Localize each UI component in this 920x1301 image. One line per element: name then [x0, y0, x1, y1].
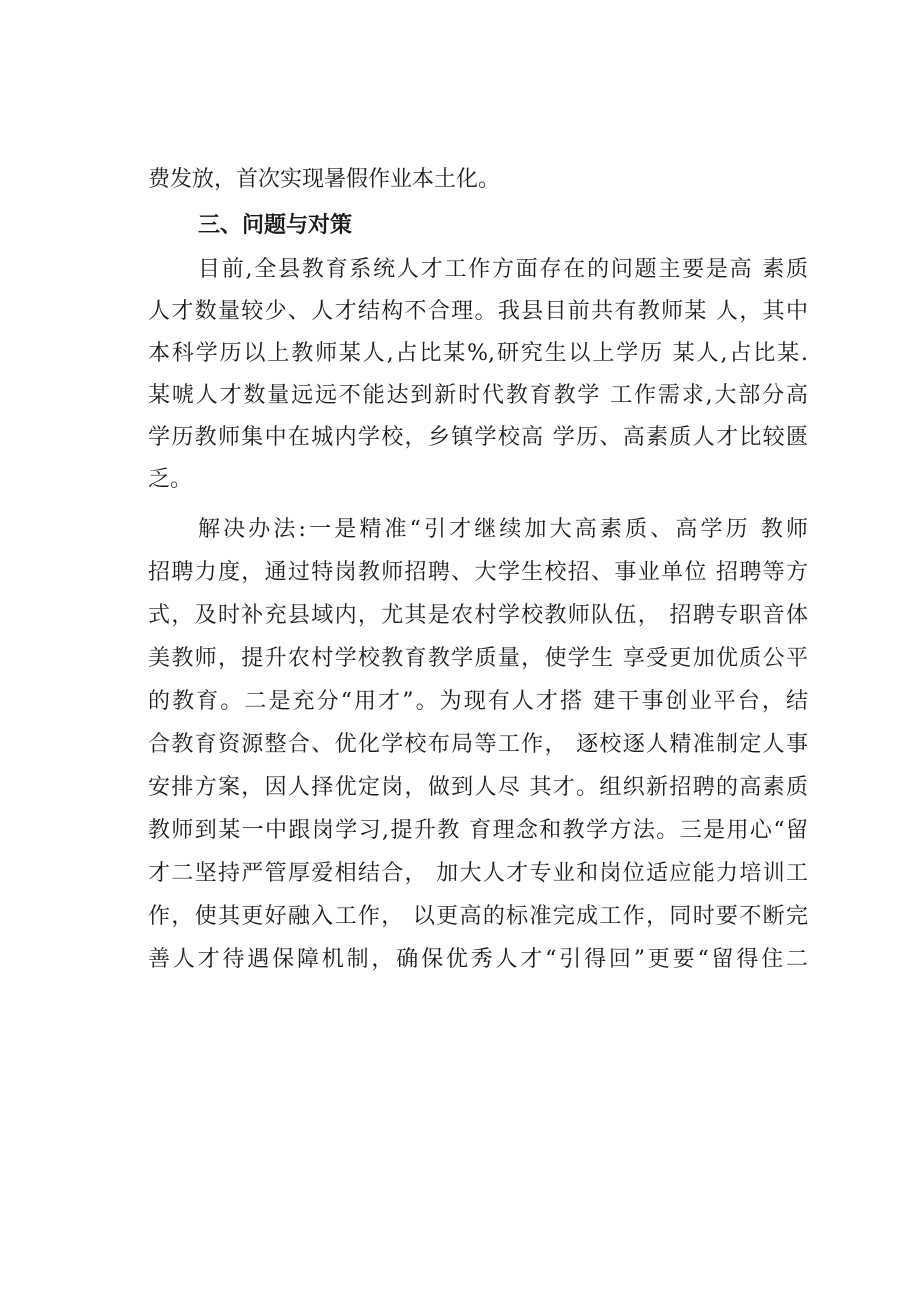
paragraph-line: 美教师，提升农村学校教育教学质量，使学生 享受更加优质公平	[148, 646, 808, 671]
paragraph-line: 作，使其更好融入工作， 以更高的标准完成工作，同时要不断完	[148, 904, 808, 929]
paragraph-line: 合教育资源整合、优化学校布局等工作， 逐校逐人精准制定人事	[148, 732, 808, 757]
paragraph-line: 某唬人才数量远远不能达到新时代教育教学 工作需求,大部分高	[148, 383, 808, 408]
paragraph-line: 的教育。二是充分“用才”。为现有人才搭 建干事创业平台，结	[148, 689, 808, 714]
paragraph-line: 本科学历以上教师某人,占比某%,研究生以上学历 某人,占比某.	[148, 341, 808, 366]
paragraph-line: 解决办法:一是精准“引才继续加大高素质、高学历 教师	[198, 517, 808, 542]
paragraph-line: 学历教师集中在城内学校，乡镇学校高 学历、高素质人才比较匮	[148, 425, 808, 450]
paragraph-line: 招聘力度，通过特岗教师招聘、大学生校招、事业单位 招聘等方	[148, 560, 808, 585]
intro-line: 费发放，首次实现暑假作业本土化。	[148, 167, 501, 192]
paragraph-line: 安排方案，因人择优定岗，做到人尽 其才。组织新招聘的高素质	[148, 775, 808, 800]
paragraph-line: 才二坚持严管厚爱相结合， 加大人才专业和岗位适应能力培训工	[148, 861, 808, 886]
paragraph-line: 乏。	[148, 467, 193, 492]
paragraph-line: 教师到某一中跟岗学习,提升教 育理念和教学方法。三是用心“留	[148, 818, 808, 843]
section-heading: 三、问题与对策	[198, 212, 353, 238]
paragraph-line: 目前,全县教育系统人才工作方面存在的问题主要是高 素质	[198, 257, 808, 282]
paragraph-line: 善人才待遇保障机制，确保优秀人才“引得回”更要“留得住二	[148, 947, 808, 972]
paragraph-line: 人才数量较少、人才结构不合理。我县目前共有教师某 人，其中	[148, 299, 808, 324]
paragraph-line: 式，及时补充县域内，尤其是农村学校教师队伍， 招聘专职音体	[148, 603, 808, 628]
